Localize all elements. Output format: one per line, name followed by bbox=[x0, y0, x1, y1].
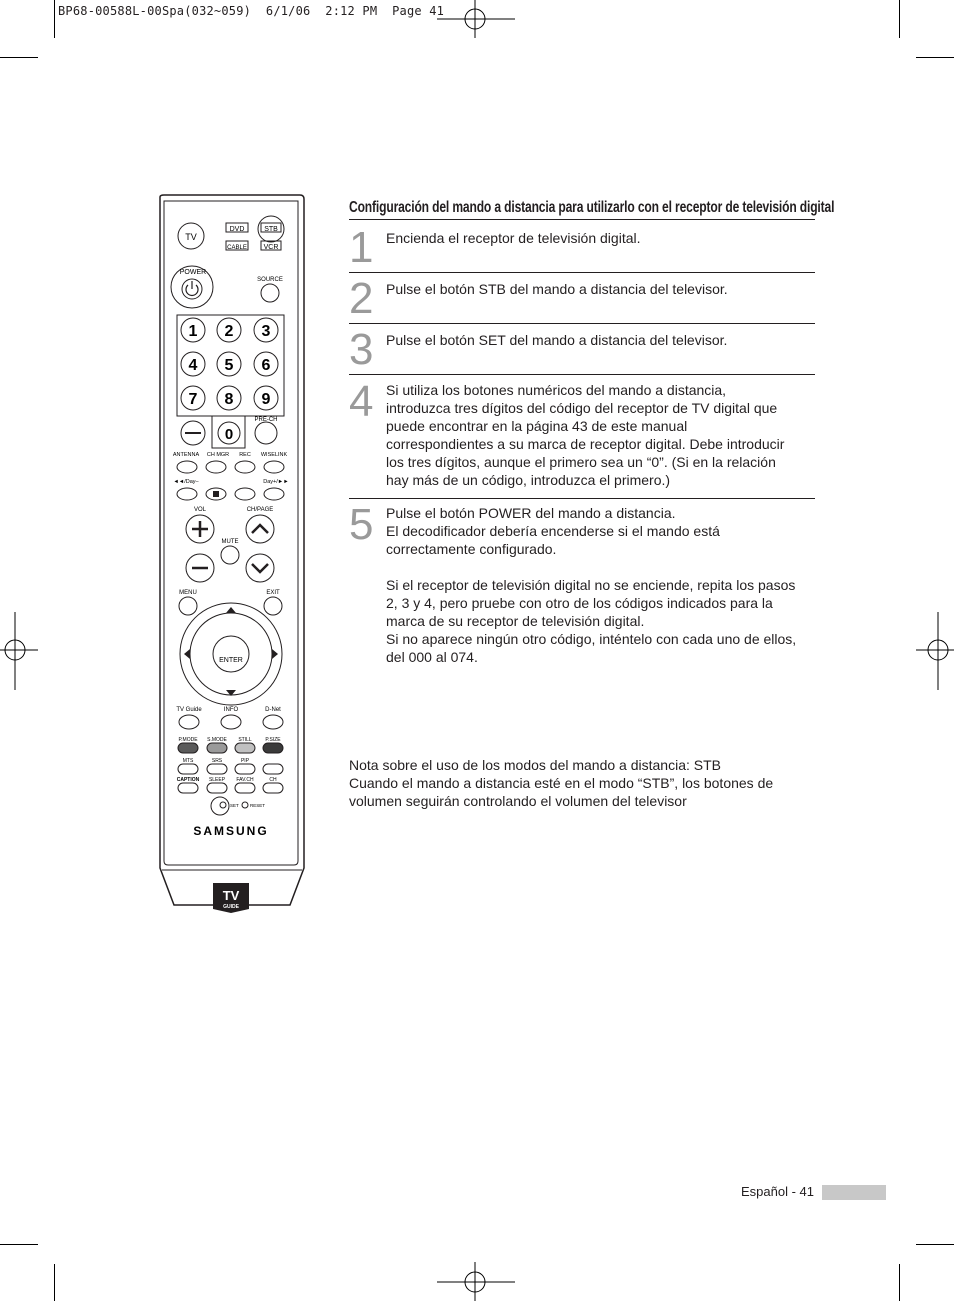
set-label: SET bbox=[230, 803, 239, 808]
step-divider bbox=[349, 323, 815, 324]
digit-label: 6 bbox=[261, 357, 271, 374]
digit-label: 8 bbox=[224, 391, 234, 408]
step-text bbox=[386, 331, 816, 349]
step-line: El decodificador debería encenderse si el mando está bbox=[386, 523, 720, 539]
registration-mark-left bbox=[0, 612, 40, 692]
step-number: 4 bbox=[349, 377, 374, 426]
still-label: STILL bbox=[238, 737, 252, 743]
step-line: Pulse el botón SET del mando a distancia del televisor. bbox=[386, 332, 728, 348]
mute-label: MUTE bbox=[221, 539, 239, 545]
psize-button bbox=[263, 743, 283, 753]
step-number: 3 bbox=[349, 325, 374, 374]
pip-label: PIP bbox=[240, 758, 250, 764]
srs-label: SRS bbox=[211, 758, 223, 764]
prech-label: PRE-CH bbox=[254, 417, 278, 423]
page-footer: Español - 41 bbox=[741, 1184, 814, 1199]
dvd-label: DVD bbox=[229, 226, 245, 233]
tv-guide-badge-tv: TV bbox=[222, 888, 240, 903]
section-title: Configuración del mando a distancia para utilizarlo con el receptor de televisión digital bbox=[349, 199, 835, 216]
step-divider bbox=[349, 272, 815, 273]
step-divider bbox=[349, 498, 815, 499]
remote-body bbox=[160, 195, 304, 905]
step-line: correspondientes a su marca de receptor digital. Debe introducir bbox=[386, 436, 785, 452]
print-header: BP68-00588L-00Spa(032~059) 6/1/06 2:12 PM Page 41 bbox=[58, 4, 445, 18]
step-line-blank bbox=[386, 558, 816, 576]
step-line: 2, 3 y 4, pero pruebe con otro de los códigos indicados para la bbox=[386, 595, 773, 611]
step-line: hay más de un código, introduzca el primero.) bbox=[386, 472, 671, 488]
stb-label: STB bbox=[264, 226, 278, 233]
digit-label: 3 bbox=[261, 323, 271, 340]
cable-label: CABLE bbox=[227, 245, 247, 251]
step-number: 2 bbox=[349, 274, 374, 323]
step-line: Encienda el receptor de televisión digital. bbox=[386, 230, 641, 246]
smode-button bbox=[207, 743, 227, 753]
digit-label: 7 bbox=[188, 391, 198, 408]
remote-control-illustration bbox=[150, 193, 312, 915]
step-text bbox=[386, 229, 816, 247]
dnet-label: D-Net bbox=[265, 707, 281, 713]
stop-icon bbox=[213, 491, 219, 497]
step-text bbox=[386, 381, 816, 489]
digit-label: 1 bbox=[188, 323, 198, 340]
registration-mark-bottom bbox=[437, 1262, 517, 1301]
step-line: Si el receptor de televisión digital no se enciende, repita los pasos bbox=[386, 577, 796, 593]
chmgr-label: CH MGR bbox=[206, 452, 230, 458]
step-line: Pulse el botón STB del mando a distancia del televisor. bbox=[386, 281, 728, 297]
psize-label: P.SIZE bbox=[265, 737, 281, 743]
zero-label: 0 bbox=[224, 426, 234, 443]
samsung-logo: SAMSUNG bbox=[193, 824, 269, 838]
step-line: Pulse el botón POWER del mando a distancia. bbox=[386, 505, 676, 521]
note-line: Nota sobre el uso de los modos del mando a distancia: STB bbox=[349, 757, 721, 773]
wiselink-label: WISELINK bbox=[260, 452, 288, 458]
reset-label: RESET bbox=[250, 803, 266, 808]
step-text bbox=[386, 280, 816, 298]
note bbox=[349, 756, 815, 810]
sleep-label: SLEEP bbox=[208, 777, 226, 783]
number-pad bbox=[181, 318, 278, 410]
step-divider bbox=[349, 374, 815, 375]
registration-mark-top bbox=[437, 0, 517, 40]
caption-label: CAPTION bbox=[176, 777, 200, 783]
favch-label: FAV.CH bbox=[236, 777, 254, 783]
step-line: correctamente configurado. bbox=[386, 541, 557, 557]
step-line: del 000 al 074. bbox=[386, 649, 478, 665]
step-line: Si no aparece ningún otro código, inténtelo con cada uno de ellos, bbox=[386, 631, 797, 647]
power-label: POWER bbox=[179, 269, 207, 276]
ch-label: CH bbox=[269, 777, 277, 783]
digit-label: 4 bbox=[188, 357, 198, 374]
step-line: introduzca tres dígitos del código del receptor de TV digital que bbox=[386, 400, 778, 416]
step-number: 5 bbox=[349, 500, 374, 549]
note-line: Cuando el mando a distancia esté en el modo “STB”, los botones de bbox=[349, 775, 774, 791]
step-line: los tres dígitos, aunque el primero sea un “0”. (Si en la relación bbox=[386, 454, 776, 470]
step-number: 1 bbox=[349, 223, 374, 272]
tvguide-label: TV Guide bbox=[176, 707, 202, 713]
registration-mark-right bbox=[914, 612, 954, 692]
info-label: INFO bbox=[223, 707, 239, 713]
title-rule bbox=[349, 219, 815, 220]
antenna-label: ANTENNA bbox=[172, 452, 200, 458]
step-line: puede encontrar en la página 43 de este manual bbox=[386, 418, 688, 434]
menu-label: MENU bbox=[179, 590, 197, 596]
chpage-label: CH/PAGE bbox=[246, 507, 274, 513]
vcr-label: VCR bbox=[263, 244, 279, 251]
day-minus-label: ◄◄/Day– bbox=[173, 479, 199, 485]
exit-label: EXIT bbox=[266, 590, 280, 596]
rec-label: REC bbox=[239, 452, 251, 458]
enter-label: ENTER bbox=[219, 657, 243, 664]
digit-label: 5 bbox=[224, 357, 234, 374]
day-plus-label: Day+/►► bbox=[263, 479, 289, 485]
footer-bar bbox=[822, 1185, 886, 1200]
pmode-label: P.MODE bbox=[178, 737, 198, 743]
mts-label: MTS bbox=[182, 758, 194, 764]
digit-label: 2 bbox=[224, 323, 234, 340]
still-button bbox=[235, 743, 255, 753]
step-line: marca de su receptor de televisión digital. bbox=[386, 613, 645, 629]
tv-guide-badge-guide: GUIDE bbox=[223, 904, 239, 910]
digit-label: 9 bbox=[261, 391, 271, 408]
pmode-button bbox=[178, 743, 198, 753]
source-label: SOURCE bbox=[257, 277, 283, 283]
vol-label: VOL bbox=[193, 507, 207, 513]
smode-label: S.MODE bbox=[207, 737, 227, 743]
note-line: volumen seguirán controlando el volumen del televisor bbox=[349, 793, 687, 809]
step-text bbox=[386, 504, 816, 666]
tv-label: TV bbox=[185, 232, 197, 242]
step-line: Si utiliza los botones numéricos del mando a distancia, bbox=[386, 382, 727, 398]
